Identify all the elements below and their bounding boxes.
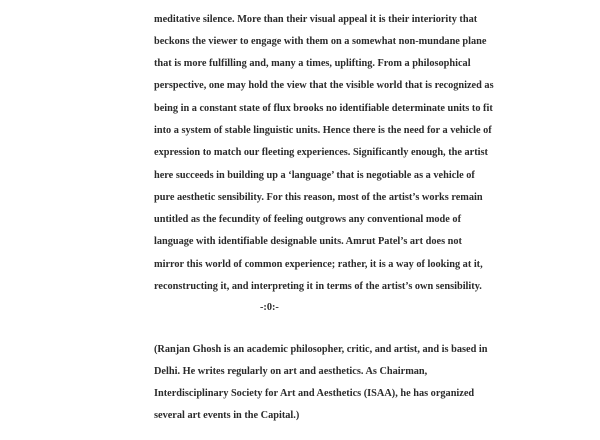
body-line: reconstructing it, and interpreting it in terms of the artist’s own sensibility. [154,281,482,292]
bio-line: Interdisciplinary Society for Art and Aesthetics (ISAA), he has organized [154,388,475,399]
body-line: expression to match our fleeting experiences. Significantly enough, the artist [154,147,488,158]
body-line: that is more fulfilling and, many a times, uplifting. From a philosophical [154,58,471,69]
section-separator: -:0:- [260,302,279,313]
body-line: language with identifiable designable units. Amrut Patel’s art does not [154,236,462,247]
body-line: here succeeds in building up a ‘language’ that is negotiable as a vehicle of [154,170,475,181]
body-line: perspective, one may hold the view that the visible world that is recognized as [154,80,494,91]
bio-line: several art events in the Capital.) [154,410,300,421]
body-line: into a system of stable linguistic units. Hence there is the need for a vehicle of [154,125,492,136]
body-line: pure aesthetic sensibility. For this reason, most of the artist’s works remain [154,192,483,203]
body-line: untitled as the fecundity of feeling outgrows any conventional mode of [154,214,462,225]
body-line: being in a constant state of flux brooks no identifiable determinate units to fit [154,103,493,114]
body-line: meditative silence. More than their visual appeal it is their interiority that [154,14,478,25]
bio-line: (Ranjan Ghosh is an academic philosopher, critic, and artist, and is based in [154,344,488,355]
body-line: mirror this world of common experience; rather, it is a way of looking at it, [154,259,483,270]
body-line: beckons the viewer to engage with them on a somewhat non-mundane plane [154,36,487,47]
bio-line: Delhi. He writes regularly on art and aesthetics. As Chairman, [154,366,428,377]
